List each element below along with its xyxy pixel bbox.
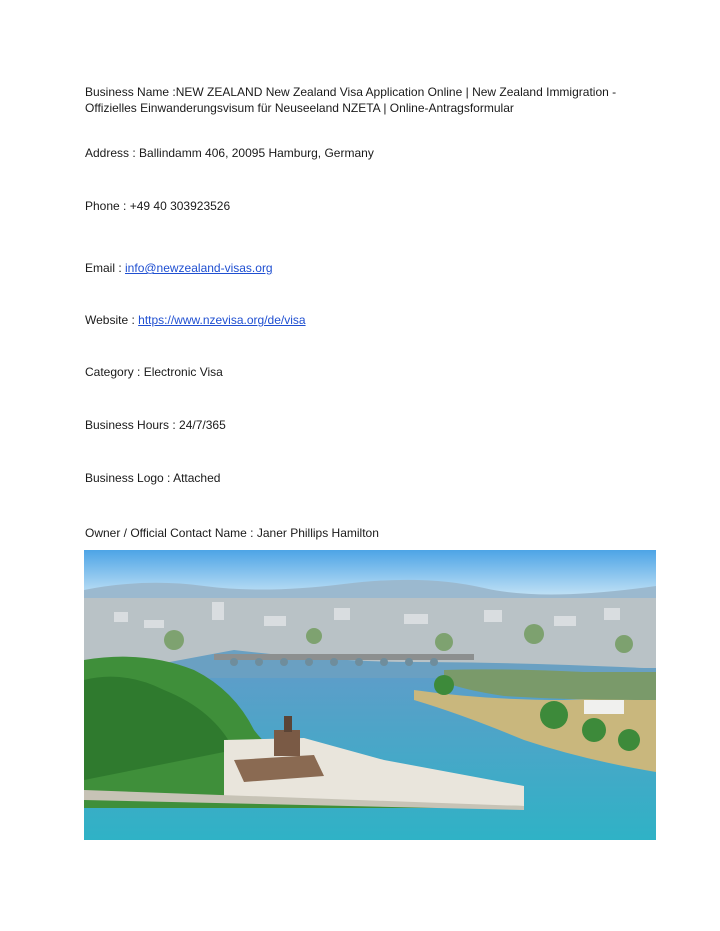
business-name-value: NEW ZEALAND New Zealand Visa Application Online | New Zealand Immigration - xyxy=(175,85,617,99)
address-line xyxy=(85,145,374,162)
category-value: Electronic Visa xyxy=(143,365,223,379)
phone-value: +49 40 303923526 xyxy=(129,199,231,213)
address-label: Address : xyxy=(85,146,140,160)
phone-label: Phone : xyxy=(85,199,130,213)
owner-value: Janer Phillips Hamilton xyxy=(256,526,379,540)
website-link[interactable]: https://www.nzevisa.org/de/visa xyxy=(138,313,306,327)
phone-line xyxy=(85,198,230,215)
aerial-river-confluence-photo xyxy=(84,550,656,840)
website-label: Website : xyxy=(85,313,139,327)
logo-line xyxy=(85,470,220,487)
hours-value: 24/7/365 xyxy=(179,418,226,432)
email-link[interactable]: info@newzealand-visas.org xyxy=(125,261,273,275)
business-name-label: Business Name : xyxy=(85,85,176,99)
logo-value: Attached xyxy=(173,471,221,485)
owner-line xyxy=(85,525,379,542)
address-value: Ballindamm 406, 20095 Hamburg, Germany xyxy=(139,146,374,160)
email-line xyxy=(85,260,273,277)
email-label: Email : xyxy=(85,261,126,275)
owner-label: Owner / Official Contact Name : xyxy=(85,526,257,540)
website-line xyxy=(85,312,306,329)
hours-line xyxy=(85,417,226,434)
category-line xyxy=(85,364,223,381)
hours-label: Business Hours : xyxy=(85,418,180,432)
logo-label: Business Logo : xyxy=(85,471,174,485)
category-label: Category : xyxy=(85,365,144,379)
business-name-line-1 xyxy=(85,84,616,101)
business-name-line-2: Offizielles Einwanderungsvisum für Neuseeland NZETA | Online-Antragsformular xyxy=(85,101,514,115)
